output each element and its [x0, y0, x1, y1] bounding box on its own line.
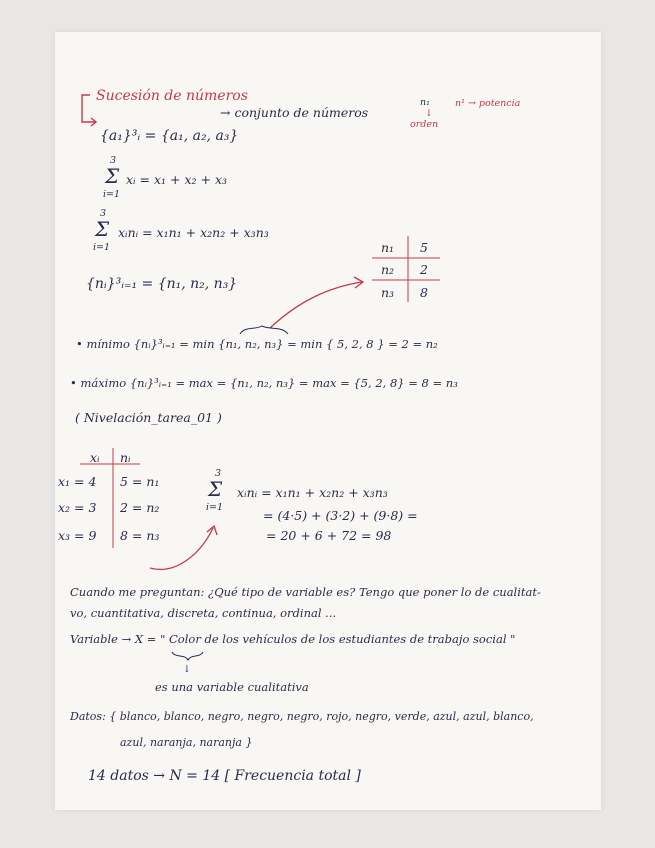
potencia-label: n¹ → potencia	[455, 98, 521, 109]
table-value: 8	[420, 285, 428, 300]
variable-line: Variable → X = " Color de los vehículos de los estudiantes de trabajo social "	[70, 632, 516, 646]
sum2-bottom: i=1	[93, 242, 111, 253]
maximo-line: • máximo {nᵢ}³ᵢ₌₁ = max = {n₁, n₂, n₃} = max = {5, 2, 8} = 8 = n₃	[70, 376, 458, 390]
sum3-line3: = 20 + 6 + 72 = 98	[266, 528, 392, 543]
cuando-line2: vo, cuantitativa, discreta, continua, ordinal ...	[70, 606, 337, 620]
sum1-bottom: i=1	[103, 189, 121, 200]
sum1-top: 3	[110, 155, 117, 166]
sum2-sigma: Σ	[95, 217, 110, 241]
sum2-expression: xᵢnᵢ = x₁n₁ + x₂n₂ + x₃n₃	[118, 225, 269, 240]
xi-cell: x₂ = 3	[58, 500, 97, 515]
ni-header: nᵢ	[120, 450, 131, 465]
n-sub-label: n₁	[420, 97, 430, 108]
minimo-line: • mínimo {nᵢ}³ᵢ₌₁ = min {n₁, n₂, n₃} = min { 5, 2, 8 } = 2 = n₂	[76, 337, 438, 351]
sucesion-title: Sucesión de números	[96, 88, 248, 104]
conjunto-text: → conjunto de números	[220, 105, 369, 120]
sum3-bottom: i=1	[206, 502, 224, 513]
ni-cell: 5 = n₁	[120, 474, 160, 489]
ni-cell: 8 = n₃	[120, 528, 160, 543]
ni-cell: 2 = n₂	[120, 500, 160, 515]
datos-line1: Datos: { blanco, blanco, negro, negro, negro, rojo, negro, verde, azul, azul, blanco,	[70, 710, 534, 723]
xi-header: xᵢ	[90, 450, 100, 465]
orden-label: orden	[410, 119, 439, 130]
xi-cell: x₁ = 4	[58, 474, 97, 489]
sum3-line1: xᵢnᵢ = x₁n₁ + x₂n₂ + x₃n₃	[237, 485, 388, 500]
cuando-line1: Cuando me preguntan: ¿Qué tipo de variable es? Tengo que poner lo de cualitat-	[70, 585, 541, 599]
table-value: 5	[420, 240, 428, 255]
set-notation: {a₁}³ᵢ = {a₁, a₂, a₃}	[100, 128, 239, 144]
sum2-top: 3	[100, 208, 107, 219]
nivelacion-label: ( Nivelación_tarea_01 )	[75, 410, 222, 425]
sum3-top: 3	[215, 468, 222, 479]
table-label: n₁	[381, 240, 395, 255]
datos-total: 14 datos → N = 14 [ Frecuencia total ]	[88, 768, 361, 784]
datos-line2: azul, naranja, naranja }	[120, 736, 253, 749]
variable-arrow: ↓	[183, 664, 191, 675]
n-set-notation: {nᵢ}³ᵢ₌₁ = {n₁, n₂, n₃}	[86, 276, 238, 292]
orden-arrow: ↓	[425, 108, 433, 119]
sum1-expression: xᵢ = x₁ + x₂ + x₃	[126, 172, 228, 187]
sum1-sigma: Σ	[105, 164, 120, 188]
sum3-sigma: Σ	[208, 477, 223, 501]
table-value: 2	[420, 262, 428, 277]
table-label: n₃	[381, 285, 395, 300]
table-label: n₂	[381, 262, 395, 277]
xi-cell: x₃ = 9	[58, 528, 97, 543]
sum3-line2: = (4·5) + (3·2) + (9·8) =	[263, 508, 418, 523]
es-una-variable: es una variable cualitativa	[155, 680, 309, 694]
